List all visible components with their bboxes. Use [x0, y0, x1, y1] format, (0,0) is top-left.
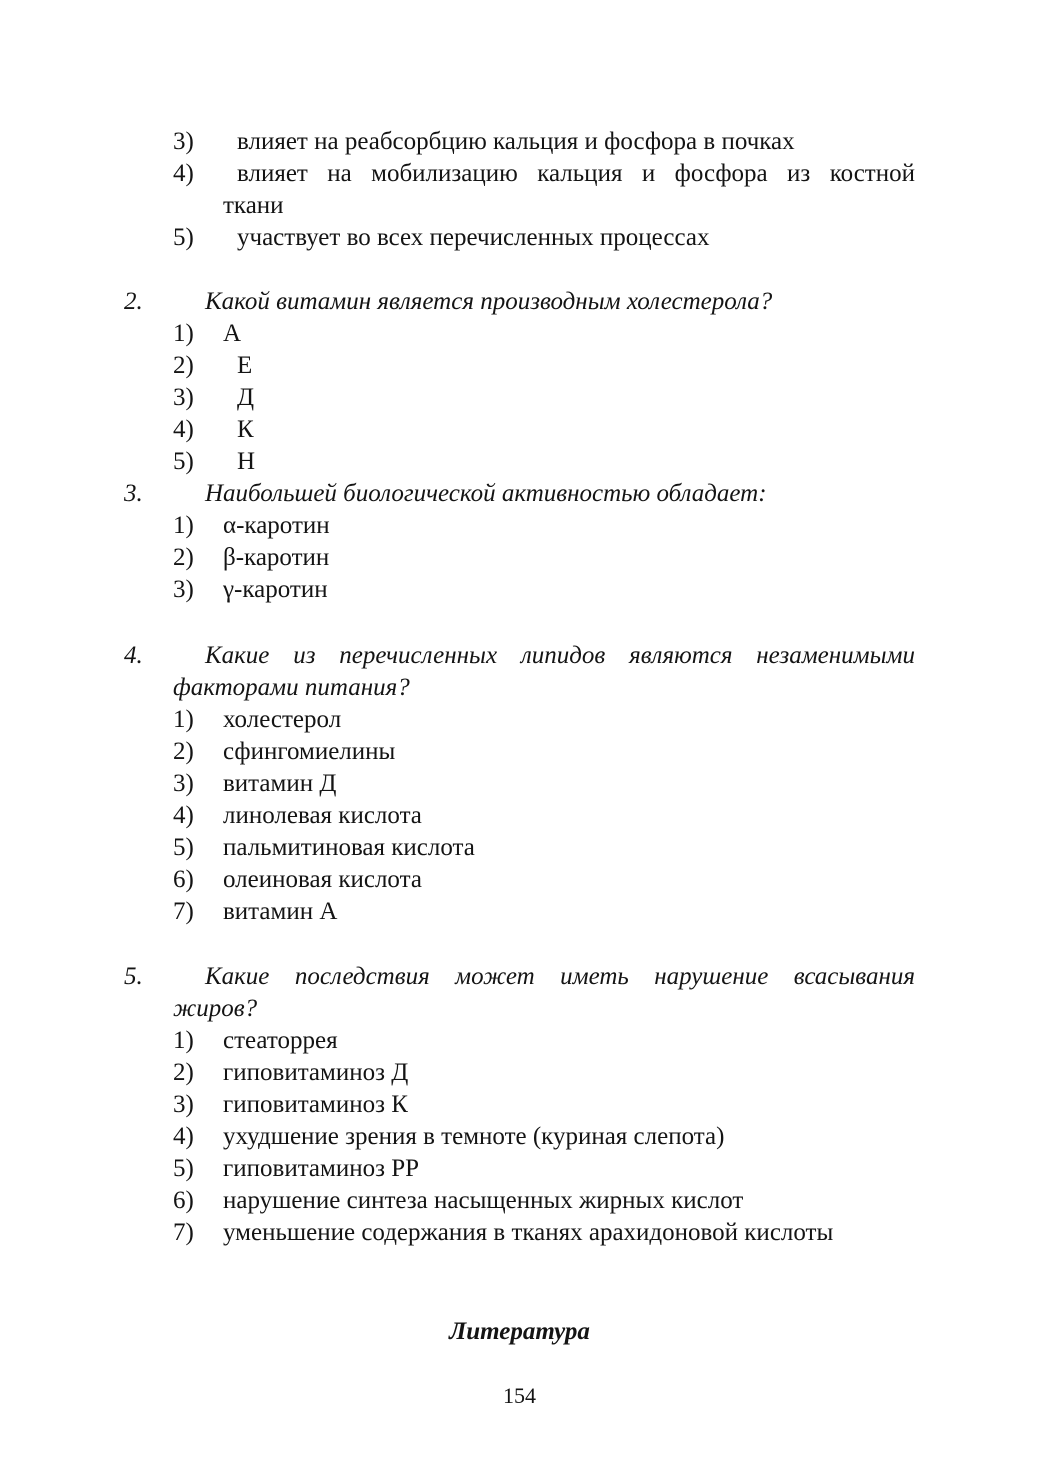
option-text: К: [237, 416, 254, 443]
option-number: 3): [173, 384, 194, 411]
question-number: 2.: [124, 288, 143, 315]
option-text: влияет на реабсорбцию кальция и фосфора в почках: [237, 128, 795, 155]
question-text: Наибольшей биологической активностью обладает:: [205, 480, 767, 507]
option-text: участвует во всех перечисленных процессах: [237, 224, 710, 251]
option-text: линолевая кислота: [223, 802, 422, 829]
option-text: витамин Д: [223, 770, 337, 797]
option-number: 2): [173, 738, 194, 765]
option-number: 5): [173, 224, 194, 251]
option-text-continuation: ткани: [223, 192, 284, 219]
option-number: 2): [173, 1059, 194, 1086]
page-number: 154: [503, 1383, 536, 1408]
option-number: 1): [173, 512, 194, 539]
option-text: олеиновая кислота: [223, 866, 422, 893]
option-text: А: [223, 320, 242, 347]
option-text: γ-каротин: [223, 576, 328, 603]
option-text: ухудшение зрения в темноте (куриная слепота): [223, 1123, 725, 1150]
option-text: пальмитиновая кислота: [223, 834, 475, 861]
option-text: витамин А: [223, 898, 338, 925]
option-number: 6): [173, 1187, 194, 1214]
option-number: 5): [173, 1155, 194, 1182]
question-number: 4.: [124, 642, 143, 669]
option-text: β-каротин: [223, 544, 330, 571]
option-number: 3): [173, 770, 194, 797]
question-number: 5.: [124, 963, 143, 990]
option-number: 1): [173, 706, 194, 733]
option-number: 4): [173, 802, 194, 829]
option-text: Е: [237, 352, 253, 379]
option-number: 2): [173, 352, 194, 379]
option-number: 3): [173, 128, 194, 155]
question-text: Какие последствия может иметь нарушение всасывания: [205, 963, 915, 990]
option-text: уменьшение содержания в тканях арахидоновой кислоты: [223, 1219, 834, 1246]
option-text: гиповитаминоз Д: [223, 1059, 409, 1086]
option-text: гиповитаминоз РР: [223, 1155, 420, 1182]
option-number: 5): [173, 834, 194, 861]
option-text: влияет на мобилизацию кальция и фосфора из костной: [237, 160, 915, 187]
option-text: холестерол: [223, 706, 342, 733]
option-number: 5): [173, 448, 194, 475]
question-text-continuation: факторами питания?: [173, 674, 410, 701]
option-number: 1): [173, 320, 194, 347]
option-number: 2): [173, 544, 194, 571]
option-text: Д: [237, 384, 255, 411]
option-number: 6): [173, 866, 194, 893]
option-text: гиповитаминоз К: [223, 1091, 408, 1118]
question-text: Какой витамин является производным холестерола?: [205, 288, 773, 315]
option-text: нарушение синтеза насыщенных жирных кислот: [223, 1187, 744, 1214]
option-number: 1): [173, 1027, 194, 1054]
option-text: сфингомиелины: [223, 738, 396, 765]
question-text: Какие из перечисленных липидов являются незаменимыми: [205, 642, 915, 669]
option-number: 7): [173, 898, 194, 925]
option-number: 7): [173, 1219, 194, 1246]
option-number: 3): [173, 576, 194, 603]
option-text: Н: [237, 448, 256, 475]
question-text-continuation: жиров?: [173, 995, 258, 1022]
question-number: 3.: [124, 480, 143, 507]
option-number: 4): [173, 416, 194, 443]
option-number: 4): [173, 1123, 194, 1150]
option-text: α-каротин: [223, 512, 330, 539]
option-text: стеаторрея: [223, 1027, 338, 1054]
option-number: 4): [173, 160, 194, 187]
option-number: 3): [173, 1091, 194, 1118]
section-heading: Литература: [449, 1318, 590, 1345]
